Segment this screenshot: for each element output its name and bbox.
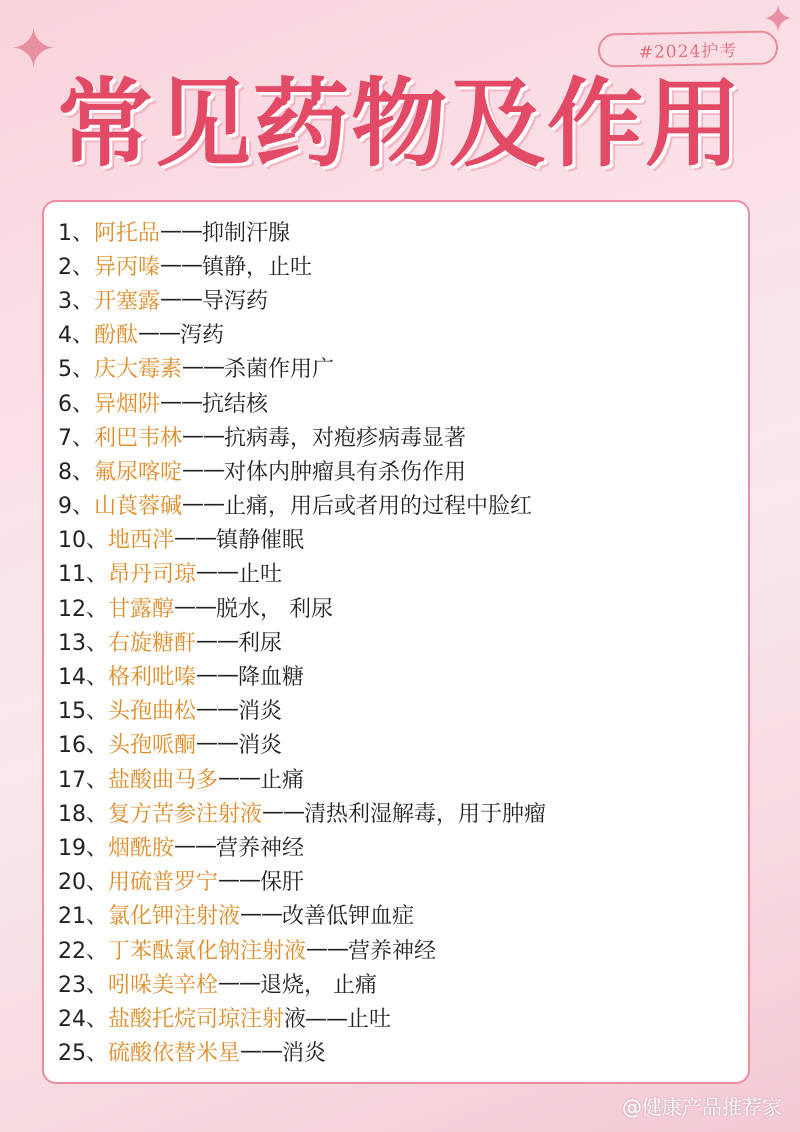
drug-effect: 抗结核 bbox=[202, 391, 269, 417]
drug-name: 用硫普罗宁 bbox=[108, 870, 219, 896]
drug-name: 异烟阱 bbox=[94, 391, 161, 417]
drug-name: 利巴韦林 bbox=[94, 425, 183, 451]
item-number: 11、 bbox=[58, 562, 108, 588]
drug-effect: 止吐 bbox=[238, 562, 283, 588]
item-dash: —— bbox=[174, 526, 217, 552]
item-dash: —— bbox=[174, 594, 217, 620]
drug-name: 甘露醇 bbox=[108, 596, 175, 622]
drug-effect: 泻药 bbox=[180, 323, 225, 349]
item-dash: —— bbox=[160, 389, 203, 415]
drug-name: 烟酰胺 bbox=[108, 835, 175, 861]
item-number: 8、 bbox=[58, 459, 94, 485]
drug-effect: 镇静催眠 bbox=[216, 528, 305, 554]
sparkle-icon: ✦ bbox=[762, 0, 794, 41]
drug-name: 右旋糖酐 bbox=[108, 630, 197, 656]
item-number: 17、 bbox=[58, 767, 108, 793]
drug-effect: 对体内肿瘤具有杀伤作用 bbox=[224, 459, 467, 485]
drug-list-card bbox=[42, 200, 750, 1084]
drug-effect: 止吐 bbox=[347, 1006, 392, 1032]
drug-effect: 杀菌作用广 bbox=[224, 357, 335, 383]
item-number: 10、 bbox=[58, 528, 108, 554]
list-item bbox=[58, 693, 738, 727]
item-number: 1、 bbox=[58, 220, 94, 246]
watermark bbox=[622, 1091, 782, 1120]
item-number: 14、 bbox=[58, 665, 108, 691]
watermark-text: @健康产品推荐家 bbox=[622, 1095, 782, 1119]
item-dash: —— bbox=[182, 355, 225, 381]
item-dash: —— bbox=[182, 492, 225, 518]
list-item bbox=[58, 248, 738, 282]
item-dash: —— bbox=[160, 218, 203, 244]
drug-list bbox=[58, 214, 738, 1069]
drug-name: 头孢哌酮 bbox=[108, 733, 197, 759]
drug-name: 盐酸曲马多 bbox=[108, 767, 219, 793]
drug-name: 异丙嗪 bbox=[94, 254, 161, 280]
list-item bbox=[58, 829, 738, 863]
drug-name: 昂丹司琼 bbox=[108, 562, 197, 588]
item-dash: 液—— bbox=[284, 1006, 348, 1032]
drug-effect: 退烧， 止痛 bbox=[260, 972, 378, 998]
item-dash: —— bbox=[262, 799, 305, 825]
item-dash: —— bbox=[138, 321, 181, 347]
list-item bbox=[58, 761, 738, 795]
list-item bbox=[58, 624, 738, 658]
drug-name: 山莨蓉碱 bbox=[94, 494, 183, 520]
drug-name: 头孢曲松 bbox=[108, 699, 197, 725]
drug-effect: 消炎 bbox=[238, 699, 283, 725]
drug-name: 盐酸托烷司琼注射 bbox=[108, 1006, 285, 1032]
item-number: 19、 bbox=[58, 835, 108, 861]
drug-name: 地西泮 bbox=[108, 528, 175, 554]
drug-name: 吲哚美辛栓 bbox=[108, 972, 219, 998]
item-dash: —— bbox=[196, 731, 239, 757]
drug-name: 氟尿喀啶 bbox=[94, 459, 183, 485]
item-dash: —— bbox=[196, 628, 239, 654]
sparkle-icon: ✦ bbox=[10, 17, 57, 82]
list-item bbox=[58, 488, 738, 522]
item-dash: —— bbox=[218, 970, 261, 996]
list-item bbox=[58, 282, 738, 316]
list-item bbox=[58, 351, 738, 385]
hashtag-badge: #2024护考 bbox=[598, 30, 779, 67]
drug-effect: 改善低钾血症 bbox=[282, 904, 415, 930]
drug-effect: 止痛 bbox=[260, 767, 305, 793]
item-dash: —— bbox=[182, 423, 225, 449]
item-number: 4、 bbox=[58, 323, 94, 349]
item-number: 13、 bbox=[58, 630, 108, 656]
item-dash: —— bbox=[182, 457, 225, 483]
item-number: 20、 bbox=[58, 870, 108, 896]
item-number: 25、 bbox=[58, 1041, 108, 1067]
drug-effect: 营养神经 bbox=[216, 835, 305, 861]
list-item bbox=[58, 317, 738, 351]
list-item bbox=[58, 556, 738, 590]
item-number: 12、 bbox=[58, 596, 108, 622]
drug-name: 庆大霉素 bbox=[94, 357, 183, 383]
item-dash: —— bbox=[174, 833, 217, 859]
list-item bbox=[58, 1000, 738, 1034]
drug-effect: 抑制汗腺 bbox=[202, 220, 291, 246]
drug-name: 格利吡嗪 bbox=[108, 665, 197, 691]
list-item bbox=[58, 214, 738, 248]
list-item bbox=[58, 522, 738, 556]
drug-effect: 抗病毒，对疱疹病毒显著 bbox=[224, 425, 467, 451]
list-item bbox=[58, 385, 738, 419]
item-dash: —— bbox=[196, 663, 239, 689]
item-number: 5、 bbox=[58, 357, 94, 383]
drug-effect: 脱水， 利尿 bbox=[216, 596, 334, 622]
item-number: 6、 bbox=[58, 391, 94, 417]
drug-name: 阿托品 bbox=[94, 220, 161, 246]
item-dash: —— bbox=[160, 252, 203, 278]
item-dash: —— bbox=[160, 286, 203, 312]
list-item bbox=[58, 419, 738, 453]
list-item bbox=[58, 795, 738, 829]
drug-name: 丁苯酞氯化钠注射液 bbox=[108, 938, 307, 964]
list-item bbox=[58, 658, 738, 692]
item-dash: —— bbox=[240, 902, 283, 928]
item-number: 18、 bbox=[58, 801, 108, 827]
drug-effect: 消炎 bbox=[282, 1041, 327, 1067]
drug-effect: 清热利湿解毒，用于肿瘤 bbox=[304, 801, 547, 827]
item-dash: —— bbox=[240, 1039, 283, 1065]
item-number: 16、 bbox=[58, 733, 108, 759]
item-number: 9、 bbox=[58, 494, 94, 520]
drug-effect: 保肝 bbox=[260, 870, 305, 896]
drug-effect: 镇静，止吐 bbox=[202, 254, 313, 280]
item-number: 15、 bbox=[58, 699, 108, 725]
list-item bbox=[58, 453, 738, 487]
drug-name: 开塞露 bbox=[94, 288, 161, 314]
list-item bbox=[58, 727, 738, 761]
list-item bbox=[58, 590, 738, 624]
item-dash: —— bbox=[218, 765, 261, 791]
item-dash: —— bbox=[196, 697, 239, 723]
list-item bbox=[58, 1035, 738, 1069]
item-dash: —— bbox=[306, 936, 349, 962]
drug-effect: 降血糖 bbox=[238, 665, 305, 691]
item-number: 21、 bbox=[58, 904, 108, 930]
item-number: 23、 bbox=[58, 972, 108, 998]
item-dash: —— bbox=[196, 560, 239, 586]
drug-effect: 止痛，用后或者用的过程中脸红 bbox=[224, 494, 533, 520]
item-number: 24、 bbox=[58, 1006, 108, 1032]
item-number: 22、 bbox=[58, 938, 108, 964]
list-item bbox=[58, 898, 738, 932]
drug-name: 复方苦参注射液 bbox=[108, 801, 263, 827]
item-number: 7、 bbox=[58, 425, 94, 451]
item-number: 3、 bbox=[58, 288, 94, 314]
drug-effect: 营养神经 bbox=[348, 938, 437, 964]
drug-name: 硫酸依替米星 bbox=[108, 1041, 241, 1067]
list-item bbox=[58, 966, 738, 1000]
item-dash: —— bbox=[218, 868, 261, 894]
drug-name: 氯化钾注射液 bbox=[108, 904, 241, 930]
drug-effect: 导泻药 bbox=[202, 288, 269, 314]
drug-effect: 利尿 bbox=[238, 630, 283, 656]
list-item bbox=[58, 932, 738, 966]
drug-effect: 消炎 bbox=[238, 733, 283, 759]
list-item bbox=[58, 864, 738, 898]
item-number: 2、 bbox=[58, 254, 94, 280]
page-title: 常见药物及作用 bbox=[57, 68, 743, 180]
drug-name: 酚酞 bbox=[94, 323, 139, 349]
